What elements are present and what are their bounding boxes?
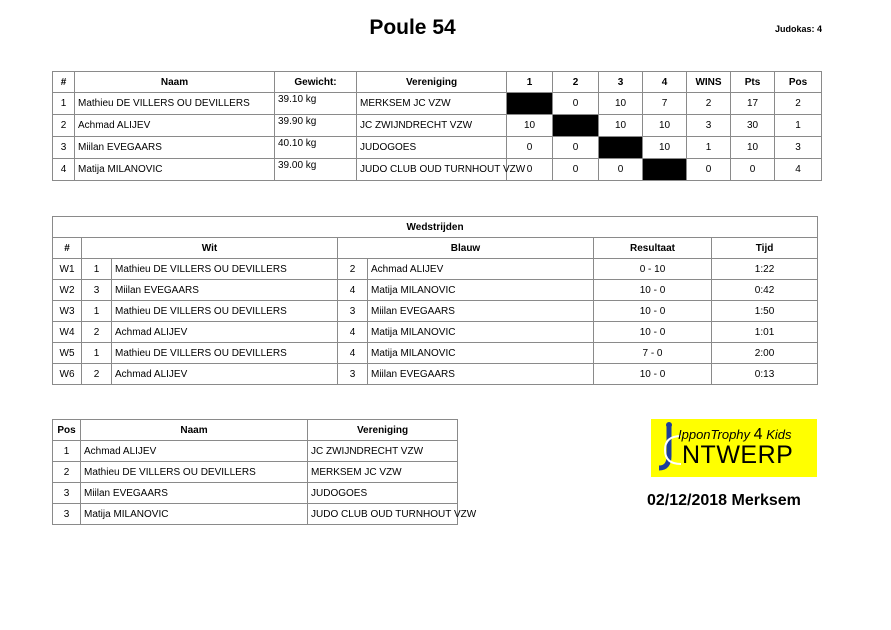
table-row [53,343,818,364]
matches-title-row [53,217,818,238]
wit-num: 2 [82,364,112,385]
match-id: W5 [53,343,82,364]
pos-cell: 1 [775,115,822,137]
match-result: 7 - 0 [594,343,712,364]
rank-pos: 1 [53,441,81,462]
match-result: 10 - 0 [594,364,712,385]
rank-name: Mathieu DE VILLERS OU DEVILLERS [81,462,308,483]
table-row [53,504,458,525]
wit-name: Mathieu DE VILLERS OU DEVILLERS [112,301,338,322]
table-row [53,364,818,385]
date-place: 02/12/2018 Merksem [647,492,801,509]
logo-four: 4 [753,426,763,443]
wit-name: Mathieu DE VILLERS OU DEVILLERS [112,259,338,280]
rank-name: Miilan EVEGAARS [81,483,308,504]
page-title: Poule 54 [369,16,456,39]
score-cell: 0 [553,93,599,115]
col-header-pts: Pts [731,72,775,93]
score-cell: 7 [643,93,687,115]
pos-cell: 3 [775,137,822,159]
wit-num: 1 [82,301,112,322]
rank-club: JUDO CLUB OUD TURNHOUT VZW [308,504,458,525]
col-header-1: 1 [507,72,553,93]
table-row [53,280,818,301]
match-time: 1:01 [712,322,818,343]
pts-cell: 0 [731,159,775,181]
col-header-vereniging: Vereniging [357,72,507,93]
pos-cell: 2 [775,93,822,115]
judoka-weight: 39.00 kg [275,159,357,181]
col-header-3: 3 [599,72,643,93]
table-row [53,137,822,159]
score-cell: 0 [507,137,553,159]
table-row [53,259,818,280]
blauw-name: Matija MILANOVIC [368,343,594,364]
score-cell: 10 [599,115,643,137]
col-header-2: 2 [553,72,599,93]
table-row [53,441,458,462]
score-cell: 0 [553,159,599,181]
judoka-num: 2 [53,115,75,137]
match-id: W6 [53,364,82,385]
blauw-num: 4 [338,280,368,301]
col-header-wins: WINS [687,72,731,93]
score-cell: 0 [507,159,553,181]
score-blocked [553,115,599,137]
pts-cell: 17 [731,93,775,115]
match-id: W4 [53,322,82,343]
col-header-vereniging: Vereniging [308,420,458,441]
score-blocked [507,93,553,115]
wit-num: 1 [82,259,112,280]
ranking-header-row [53,420,458,441]
wit-num: 2 [82,322,112,343]
match-result: 10 - 0 [594,322,712,343]
match-time: 1:50 [712,301,818,322]
ippon-trophy-logo [651,419,817,477]
score-cell: 10 [643,137,687,159]
poule-header-row [53,72,822,93]
wit-name: Mathieu DE VILLERS OU DEVILLERS [112,343,338,364]
judoka-club: JC ZWIJNDRECHT VZW [357,115,507,137]
blauw-name: Miilan EVEGAARS [368,301,594,322]
match-result: 0 - 10 [594,259,712,280]
pts-cell: 30 [731,115,775,137]
rank-name: Achmad ALIJEV [81,441,308,462]
match-id: W2 [53,280,82,301]
col-header-num: # [53,238,82,259]
judoka-club: JUDOGOES [357,137,507,159]
wins-cell: 2 [687,93,731,115]
pos-cell: 4 [775,159,822,181]
rank-name: Matija MILANOVIC [81,504,308,525]
table-row [53,322,818,343]
judoka-name: Mathieu DE VILLERS OU DEVILLERS [75,93,275,115]
col-header-pos: Pos [53,420,81,441]
blauw-name: Achmad ALIJEV [368,259,594,280]
score-blocked [643,159,687,181]
blauw-name: Matija MILANOVIC [368,280,594,301]
blauw-num: 3 [338,364,368,385]
col-header-naam: Naam [75,72,275,93]
wit-name: Miilan EVEGAARS [112,280,338,301]
wit-num: 3 [82,280,112,301]
table-row [53,115,822,137]
judoka-club: JUDO CLUB OUD TURNHOUT VZW [357,159,507,181]
score-cell: 10 [643,115,687,137]
wins-cell: 0 [687,159,731,181]
score-cell: 0 [553,137,599,159]
judoka-num: 4 [53,159,75,181]
wit-name: Achmad ALIJEV [112,322,338,343]
wins-cell: 1 [687,137,731,159]
poule-table [52,71,822,181]
col-header-gewicht: Gewicht: [275,72,357,93]
match-result: 10 - 0 [594,301,712,322]
rank-pos: 2 [53,462,81,483]
logo-city: NTWERP [682,441,794,469]
blauw-name: Miilan EVEGAARS [368,364,594,385]
match-time: 0:13 [712,364,818,385]
matches-title: Wedstrijden [53,217,818,238]
table-row [53,483,458,504]
wins-cell: 3 [687,115,731,137]
score-blocked [599,137,643,159]
rank-pos: 3 [53,504,81,525]
judoka-name: Matija MILANOVIC [75,159,275,181]
match-time: 0:42 [712,280,818,301]
matches-header-row [53,238,818,259]
match-time: 1:22 [712,259,818,280]
col-header-resultaat: Resultaat [594,238,712,259]
pts-cell: 10 [731,137,775,159]
table-row [53,301,818,322]
matches-table [52,216,818,385]
match-time: 2:00 [712,343,818,364]
match-id: W3 [53,301,82,322]
col-header-pos: Pos [775,72,822,93]
match-result: 10 - 0 [594,280,712,301]
judoka-weight: 39.90 kg [275,115,357,137]
rank-club: JUDOGOES [308,483,458,504]
score-cell: 10 [507,115,553,137]
wit-num: 1 [82,343,112,364]
judoka-name: Achmad ALIJEV [75,115,275,137]
logo-line1: IpponTrophy [678,427,751,442]
table-row [53,159,822,181]
score-cell: 0 [599,159,643,181]
blauw-num: 4 [338,343,368,364]
col-header-tijd: Tijd [712,238,818,259]
judoka-club: MERKSEM JC VZW [357,93,507,115]
table-row [53,462,458,483]
rank-club: JC ZWIJNDRECHT VZW [308,441,458,462]
logo-kids: Kids [766,427,792,442]
blauw-name: Matija MILANOVIC [368,322,594,343]
judokas-count: Judokas: 4 [774,24,822,34]
score-cell: 10 [599,93,643,115]
judoka-name: Miilan EVEGAARS [75,137,275,159]
blauw-num: 3 [338,301,368,322]
wit-name: Achmad ALIJEV [112,364,338,385]
blauw-num: 2 [338,259,368,280]
rank-club: MERKSEM JC VZW [308,462,458,483]
judoka-num: 1 [53,93,75,115]
col-header-blauw: Blauw [338,238,594,259]
ranking-table [52,419,477,525]
rank-pos: 3 [53,483,81,504]
match-id: W1 [53,259,82,280]
judoka-num: 3 [53,137,75,159]
col-header-wit: Wit [82,238,338,259]
table-row [53,93,822,115]
judoka-weight: 40.10 kg [275,137,357,159]
col-header-4: 4 [643,72,687,93]
blauw-num: 4 [338,322,368,343]
judoka-weight: 39.10 kg [275,93,357,115]
col-header-naam: Naam [81,420,308,441]
col-header-num: # [53,72,75,93]
